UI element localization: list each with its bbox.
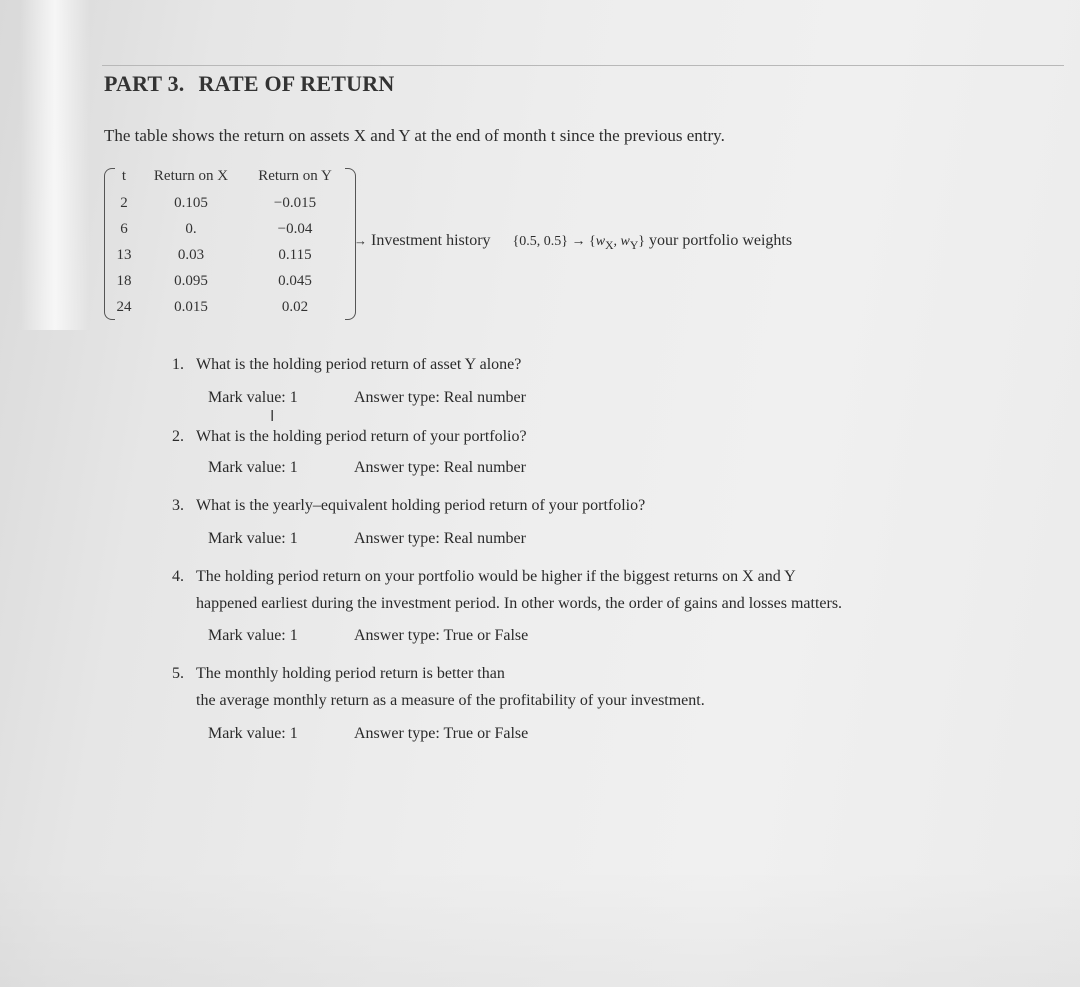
weight-y-subscript: Y <box>629 238 639 252</box>
mark-value: Mark value: 1 <box>208 459 298 476</box>
question-text: What is the holding period return of your portfolio? <box>196 428 527 445</box>
answer-type: Answer type: Real number <box>354 389 526 406</box>
row-1-x: 0.105 <box>174 195 208 211</box>
question-number: 2. <box>172 428 184 445</box>
question-3 <box>172 497 1052 515</box>
row-4-t: 18 <box>116 273 132 289</box>
intro-text: The table shows the return on assets X and Y at the end of month t since the previous entry. <box>104 126 725 145</box>
part-title: RATE OF RETURN <box>198 71 395 96</box>
mark-value: Mark value: 1 <box>208 725 298 742</box>
answer-type: Answer type: Real number <box>354 530 526 547</box>
question-text: What is the yearly–equivalent holding period return of your portfolio? <box>196 497 646 514</box>
weight-x-subscript: X <box>605 238 614 252</box>
header-return-y: Return on Y <box>258 168 332 184</box>
row-3-y: 0.115 <box>278 247 312 263</box>
question-4 <box>172 568 1052 613</box>
row-2-t: 6 <box>120 221 128 237</box>
question-text: The holding period return on your portfolio would be higher if the biggest returns on X and Y <box>196 568 796 585</box>
screen-glare <box>20 0 90 330</box>
row-5-t: 24 <box>116 299 132 315</box>
mark-value: Mark value: 1 <box>208 627 298 644</box>
question-text: What is the holding period return of asset Y alone? <box>196 356 522 373</box>
row-3-t: 13 <box>116 247 132 263</box>
row-1-t: 2 <box>120 195 128 211</box>
question-number: 4. <box>172 568 184 585</box>
row-5-y: 0.02 <box>281 299 309 315</box>
matrix-left-bracket <box>104 168 115 320</box>
question-number: 3. <box>172 497 184 514</box>
weights-value <box>512 234 645 252</box>
answer-type: Answer type: Real number <box>354 459 526 476</box>
mark-value: Mark value: 1 <box>208 530 298 547</box>
weights-separator: , <box>613 234 621 249</box>
row-2-y: −0.04 <box>277 221 313 237</box>
row-5-x: 0.015 <box>174 299 208 315</box>
arrow-right-icon: → <box>354 233 367 248</box>
bottom-shade <box>0 867 1080 987</box>
returns-matrix <box>104 166 356 318</box>
question-text: The monthly holding period return is better than <box>196 665 505 682</box>
investment-history-label: Investment history <box>371 232 491 249</box>
question-number: 5. <box>172 665 184 682</box>
answer-type: Answer type: True or False <box>354 627 529 644</box>
text-cursor-icon: I <box>270 407 275 425</box>
question-number: 1. <box>172 356 184 373</box>
part-label: PART 3. <box>104 71 185 96</box>
row-3-x: 0.03 <box>177 247 205 263</box>
weights-brace-close: } <box>638 234 645 249</box>
question-2 <box>172 428 1052 446</box>
question-text-continued: happened earliest during the investment period. In other words, the order of gains and losses matters. <box>196 595 843 612</box>
header-return-x: Return on X <box>153 168 229 184</box>
weight-y-symbol: w <box>620 234 630 249</box>
investment-history <box>354 232 792 252</box>
page-title <box>104 71 394 97</box>
top-rule <box>102 65 1064 66</box>
row-4-y: 0.045 <box>278 273 312 289</box>
mark-value: Mark value: 1 <box>208 389 298 406</box>
weight-x-symbol: w <box>595 234 606 249</box>
header-t: t <box>121 168 127 184</box>
question-1 <box>172 356 1052 374</box>
row-1-y: −0.015 <box>273 195 317 211</box>
row-2-x: 0. <box>185 221 197 237</box>
question-5 <box>172 665 1052 710</box>
row-4-x: 0.095 <box>174 273 208 289</box>
weights-description: your portfolio weights <box>649 232 793 249</box>
weights-arrow-icon: → <box>571 234 586 249</box>
weights-brace-open: { <box>589 234 596 249</box>
weights-numbers: {0.5, 0.5} <box>512 234 568 249</box>
answer-type: Answer type: True or False <box>354 725 529 742</box>
question-text-continued: the average monthly return as a measure of the profitability of your investment. <box>196 692 705 709</box>
